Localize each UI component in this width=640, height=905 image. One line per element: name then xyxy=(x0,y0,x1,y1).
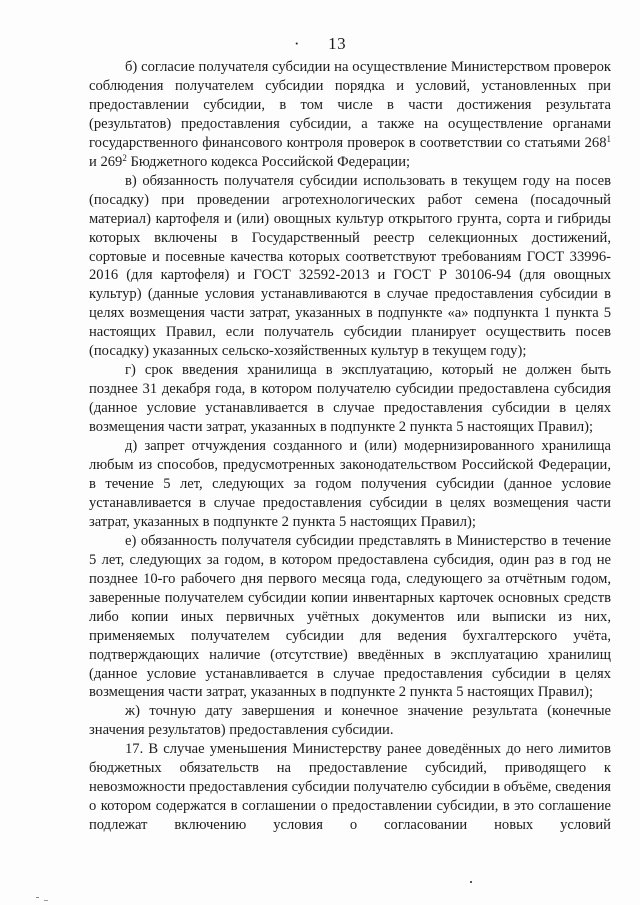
scan-speck xyxy=(36,897,39,898)
paragraph-g: г) срок введения хранилища в эксплуатацию, который не должен быть позднее 31 декабря года, в котором получателю субсидии предоставлена субсидия (данное условие устанавливается в случае предоставления субсидии в целях возмещения части затрат, указанных в подпункте 2 пункта 5 настоящих Правил); xyxy=(89,362,611,436)
superscript-1: 1 xyxy=(606,133,611,144)
page-number-mark: · xyxy=(293,34,301,53)
document-body xyxy=(89,58,611,835)
paragraph-e: е) обязанность получателя субсидии представлять в Министерство в течение 5 лет, следующих за годом, в котором предоставлена субсидия, один раз в год не позднее 10-го рабочего дня первого месяца года, следующего за отчётным годом, заверенные получателем субсидии копии инвентарных карточек основных средств либо копии иных первичных учётных документов или выписки из них, применяемых получателем субсидии для ведения бухгалтерского учёта, подтверждающих наличие (отсутствие) введённых в эксплуатацию хранилищ (данное условие устанавливается в случае предоставления субсидии в целях возмещения части затрат, указанных в подпункте 2 пункта 5 настоящих Правил); xyxy=(89,532,611,701)
paragraph-v: в) обязанность получателя субсидии использовать в текущем году на посев (посадку) при проведении агротехнологических работ семена (посадочный материал) картофеля и (или) овощных культур открытого грунта, сорта и гибриды которых включены в Государственный реестр селекционных достижений, сортовые и посевные качества которых соответствуют требованиям ГОСТ 33996-2016 (для картофеля) и ГОСТ 32592-2013 и ГОСТ Р 30106-94 (для овощных культур) (данные условия устанавливаются в случае предоставления субсидии в целях возмещения части затрат, указанных в подпункте «а» подпункта 1 пункта 5 настоящих Правил, если получатель субсидии планирует осуществить посев (посадку) указанных сельско-хозяйственных культур в текущем году); xyxy=(89,172,611,360)
paragraph-17: 17. В случае уменьшения Министерству ранее доведённых до него лимитов бюджетных обязательств на предоставление субсидий, приводящего к невозможности предоставления субсидии получателю субсидии в объёме, сведения о котором содержатся в соглашении о предоставлении субсидии, в это соглашение подлежат включению условия о согласовании новых условий xyxy=(89,741,611,834)
paragraph-d: д) запрет отчуждения созданного и (или) модернизированного хранилища любым из способов, предусмотренных законодательством Российской Федерации, в течение 5 лет, следующих за годом получения субсидии (данное условие устанавливается в случае предоставления субсидии в целях возмещения части затрат, указанных в подпункте 2 пункта 5 настоящих Правил); xyxy=(89,438,611,530)
scan-speck xyxy=(44,900,48,901)
superscript-2: 2 xyxy=(122,152,127,163)
paragraph-zh: ж) точную дату завершения и конечное значение результата (конечные значения результатов) предоставления субсидии. xyxy=(89,703,611,739)
page-number xyxy=(0,34,640,54)
paragraph-b: б) согласие получателя субсидии на осуществление Министерством проверок соблюдения получателем субсидии порядка и условий, установленных при предоставлении субсидии, в том числе в части достижения результата (результатов) предоставления субсидии, а также на осуществление органами государственного финансового контроля проверок в соответствии со статьями $268^1$ и $269^2$ Бюджетного кодекса Российской Федерации; xyxy=(89,59,611,170)
page-number-value: 13 xyxy=(328,34,347,53)
scan-speck xyxy=(470,881,472,883)
